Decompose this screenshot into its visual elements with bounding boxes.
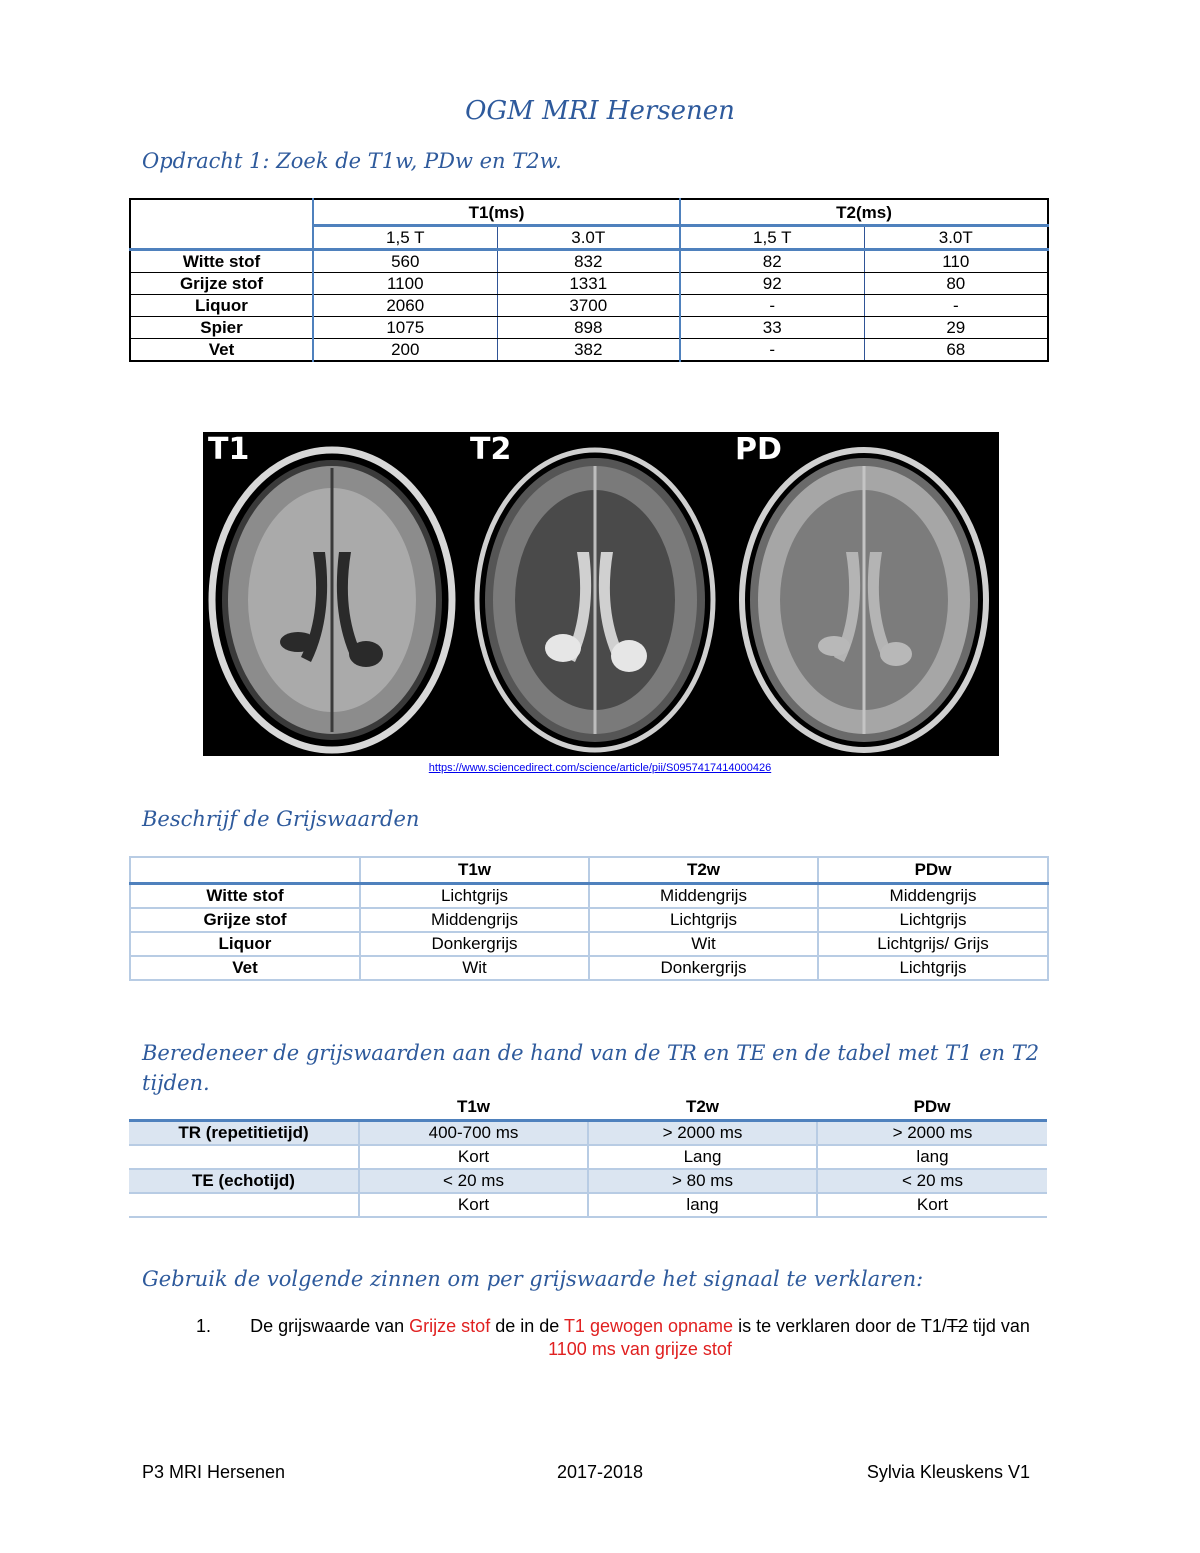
table-header-row: [130, 857, 1048, 884]
row-label: Witte stof: [130, 884, 360, 909]
table-cell: 2060: [313, 295, 497, 317]
list-number: 1.: [196, 1316, 212, 1336]
column-header: PDw: [818, 857, 1048, 884]
table-row: [129, 1193, 1047, 1217]
table-cell: Middengrijs: [818, 884, 1048, 909]
brain-scan-t1-image: [203, 432, 461, 756]
table-cell: lang: [817, 1145, 1047, 1169]
table-cell: -: [680, 295, 864, 317]
table-cell: Middengrijs: [589, 884, 818, 909]
row-label: [129, 1193, 359, 1217]
mri-panel-t1: [203, 432, 461, 756]
sentence-text: tijd van: [967, 1316, 1030, 1336]
table-subheader-row: [130, 226, 1048, 250]
section-heading-opdracht: Opdracht 1: Zoek de T1w, PDw en T2w.: [142, 149, 562, 173]
row-label: Grijze stof: [130, 908, 360, 932]
grey-values-table: [129, 856, 1049, 981]
table-row: [130, 295, 1048, 317]
section-heading-gebruik: Gebruik de volgende zinnen om per grijswaarde het signaal te verklaren:: [142, 1267, 924, 1291]
table-cell: Kort: [817, 1193, 1047, 1217]
table-cell: Donkergrijs: [360, 932, 589, 956]
column-subheader: 3.0T: [497, 226, 680, 250]
table-cell: 832: [497, 250, 680, 273]
column-header: T1w: [359, 1095, 588, 1121]
table-cell: < 20 ms: [817, 1169, 1047, 1193]
tr-te-table: [129, 1095, 1047, 1218]
table-row: [130, 932, 1048, 956]
table-cell: 560: [313, 250, 497, 273]
table-row: [130, 317, 1048, 339]
panel-label: PD: [735, 432, 782, 467]
row-label: Vet: [130, 956, 360, 980]
table-cell: Wit: [360, 956, 589, 980]
brain-scan-t2-image: [465, 432, 725, 756]
column-header: T2w: [588, 1095, 817, 1121]
column-subheader: 1,5 T: [680, 226, 864, 250]
column-group-header: T2(ms): [680, 199, 1048, 226]
row-label: Liquor: [130, 295, 313, 317]
table-cell: Middengrijs: [360, 908, 589, 932]
column-header: PDw: [817, 1095, 1047, 1121]
table-header-row: [129, 1095, 1047, 1121]
table-cell: lang: [588, 1193, 817, 1217]
row-label: TE (echotijd): [129, 1169, 359, 1193]
table-row: [130, 956, 1048, 980]
table-cell: 200: [313, 339, 497, 362]
table-row: [130, 884, 1048, 909]
brain-scan-pd-image: [730, 432, 999, 756]
table-row: [129, 1169, 1047, 1193]
footer-right: Sylvia Kleuskens V1: [866, 1462, 1030, 1482]
table-corner-cell: [130, 226, 313, 250]
row-label: Grijze stof: [130, 273, 313, 295]
struck-text: T2: [946, 1316, 968, 1336]
mri-panel-pd: [730, 432, 999, 756]
sentence-answer: T1 gewogen opname: [563, 1316, 734, 1336]
table-row: [129, 1121, 1047, 1146]
table-cell: 1075: [313, 317, 497, 339]
table-cell: > 80 ms: [588, 1169, 817, 1193]
column-subheader: 3.0T: [864, 226, 1048, 250]
table-cell: 898: [497, 317, 680, 339]
panel-label: T2: [470, 432, 512, 467]
column-header: T1w: [360, 857, 589, 884]
row-label: [129, 1145, 359, 1169]
table-cell: 80: [864, 273, 1048, 295]
table-cell: -: [680, 339, 864, 362]
mri-figure: [203, 432, 999, 756]
table-cell: Wit: [589, 932, 818, 956]
table-cell: 82: [680, 250, 864, 273]
table-cell: < 20 ms: [359, 1169, 588, 1193]
table-row: [129, 1145, 1047, 1169]
sentence-text: is te verklaren door de T1/: [733, 1316, 947, 1336]
table-cell: 3700: [497, 295, 680, 317]
panel-label: T1: [208, 432, 250, 467]
table-cell: 33: [680, 317, 864, 339]
table-row: [130, 250, 1048, 273]
section-heading-beredeneer: Beredeneer de grijswaarden aan de hand van de TR en TE en de tabel met T1 en T2 tijden.: [142, 1041, 1040, 1095]
table-cell: 382: [497, 339, 680, 362]
table-cell: 1331: [497, 273, 680, 295]
row-label: Vet: [130, 339, 313, 362]
table-row: [130, 273, 1048, 295]
table-cell: Lichtgrijs: [818, 956, 1048, 980]
column-header: T2w: [589, 857, 818, 884]
table-cell: Kort: [359, 1145, 588, 1169]
table-cell: Lichtgrijs: [589, 908, 818, 932]
table-cell: Lichtgrijs: [818, 908, 1048, 932]
table-cell: Lichtgrijs/ Grijs: [818, 932, 1048, 956]
sentence-text: de in de: [490, 1316, 564, 1336]
table-cell: Lang: [588, 1145, 817, 1169]
table-corner-cell: [129, 1095, 359, 1121]
table-cell: 68: [864, 339, 1048, 362]
table-row: [130, 908, 1048, 932]
sentence-answer: Grijze stof: [409, 1316, 491, 1336]
table-cell: Lichtgrijs: [360, 884, 589, 909]
column-group-header: T1(ms): [313, 199, 680, 226]
table-cell: 400-700 ms: [359, 1121, 588, 1146]
table-header-row: [130, 199, 1048, 226]
relaxation-times-table: [129, 198, 1049, 362]
table-corner-cell: [130, 199, 313, 226]
table-cell: > 2000 ms: [588, 1121, 817, 1146]
table-row: [130, 339, 1048, 362]
footer-center: 2017-2018: [556, 1462, 644, 1482]
footer-left: P3 MRI Hersenen: [142, 1462, 286, 1482]
list-item-text: [230, 1315, 1050, 1361]
table-cell: 1100: [313, 273, 497, 295]
row-label: Liquor: [130, 932, 360, 956]
sentence-text: De grijswaarde van: [250, 1316, 410, 1336]
table-cell: 110: [864, 250, 1048, 273]
row-label: Spier: [130, 317, 313, 339]
source-link[interactable]: https://www.sciencedirect.com/science/article/pii/S0957417414000426: [428, 762, 772, 774]
row-label: Witte stof: [130, 250, 313, 273]
table-cell: Donkergrijs: [589, 956, 818, 980]
row-label: TR (repetitietijd): [129, 1121, 359, 1146]
table-corner-cell: [130, 857, 360, 884]
table-cell: Kort: [359, 1193, 588, 1217]
table-cell: 92: [680, 273, 864, 295]
column-subheader: 1,5 T: [313, 226, 497, 250]
table-cell: -: [864, 295, 1048, 317]
sentence-answer: 1100 ms van grijze stof: [548, 1339, 732, 1359]
mri-panel-t2: [465, 432, 725, 756]
page-title: OGM MRI Hersenen: [465, 96, 735, 126]
section-heading-grijswaarden: Beschrijf de Grijswaarden: [142, 807, 420, 831]
table-cell: 29: [864, 317, 1048, 339]
table-cell: > 2000 ms: [817, 1121, 1047, 1146]
